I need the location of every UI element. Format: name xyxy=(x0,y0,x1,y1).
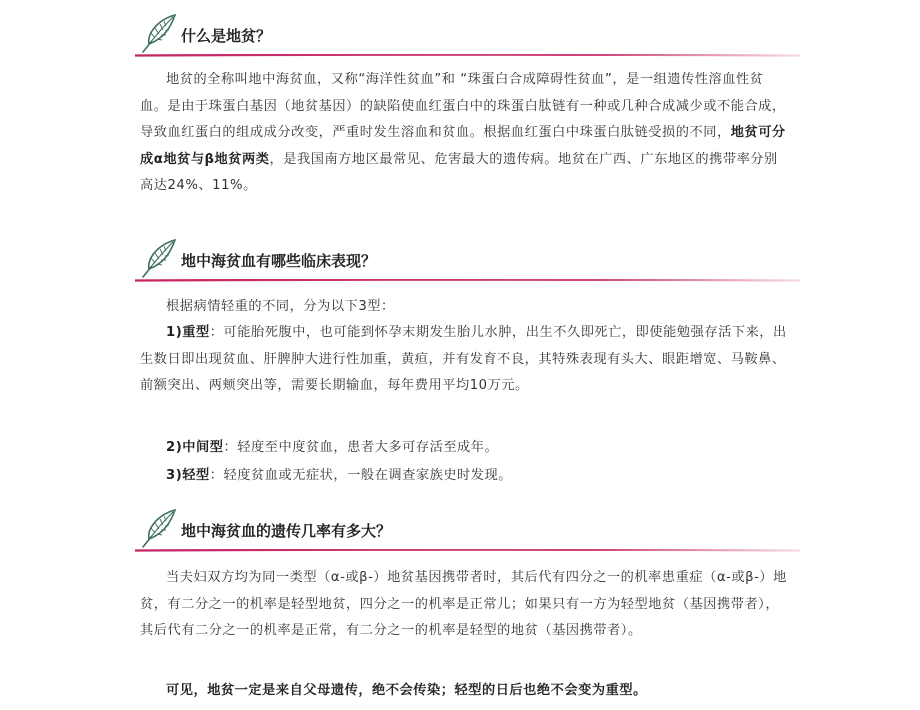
section-heading-what-is xyxy=(135,20,800,58)
type-text: ：轻度贫血或无症状，一般在调查家族史时发现。 xyxy=(209,468,513,483)
section-title: 地中海贫血有哪些临床表现？ xyxy=(181,252,377,270)
section-heading-symptoms xyxy=(135,245,800,283)
types-intro: 根据病情轻重的不同，分为以下3型： xyxy=(166,299,395,314)
section-title: 什么是地贫？ xyxy=(181,27,272,45)
type-text: ：可能胎死腹中，也可能到怀孕末期发生胎儿水肿，出生不久即死亡，即使能勉强存活下来，出生数日即出现贫血、肝脾肿大进行性加重，黄疸，并有发育不良，其特殊表现有头大、眼距增宽、马鞍鼻、前额突出、两颊突出等，需要长期输血，每年费用平均10万元。 xyxy=(140,325,787,393)
type-item-mild xyxy=(140,463,790,490)
conclusion xyxy=(140,678,790,705)
type-label: 3)轻型 xyxy=(166,468,210,483)
inheritance-paragraph: 当夫妇双方均为同一类型（α-或β-）地贫基因携带者时，其后代有四分之一的机率患重症（α-或β-）地贫，有二分之一的机率是轻型地贫，四分之一的机率是正常儿；如果只有一方为轻型地贫（基因携带者），其后代有二分之一的机率是正常，有二分之一的机率是轻型的地贫（基因携带者）。 xyxy=(140,570,787,638)
type-text: ：轻度至中度贫血，患者大多可存活至成年。 xyxy=(223,440,499,455)
type-item-severe xyxy=(140,320,790,400)
feather-quill-icon xyxy=(135,507,179,551)
type-label: 1)重型 xyxy=(166,325,210,340)
heading-divider xyxy=(135,549,800,552)
conclusion-text: 可见，地贫一定是来自父母遗传，绝不会传染；轻型的日后也绝不会变为重型。 xyxy=(166,683,647,698)
section-heading-inheritance xyxy=(135,515,800,553)
type-label: 2)中间型 xyxy=(166,440,224,455)
paragraph-bold: 地贫可分成α地贫与β地贫两类 xyxy=(140,125,786,167)
heading-divider xyxy=(135,54,800,57)
feather-quill-icon xyxy=(135,12,179,56)
section-paragraph xyxy=(140,67,790,200)
heading-divider xyxy=(135,279,800,282)
paragraph-text: ，是我国南方地区最常见、危害最大的遗传病。地贫在广西、广东地区的携带率分别高达24%、11%。 xyxy=(140,151,778,193)
feather-quill-icon xyxy=(135,237,179,281)
paragraph-text: 地贫的全称叫地中海贫血，又称“海洋性贫血”和 “珠蛋白合成障碍性贫血”，是一组遗传性溶血性贫血。是由于珠蛋白基因（地贫基因）的缺陷使血红蛋白中的珠蛋白肽链有一种或几种合成减少或不能合成，导致血红蛋白的组成成分改变，严重时发生溶血和贫血。根据血红蛋白中珠蛋白肽链受损的不同， xyxy=(140,72,786,140)
section-title: 地中海贫血的遗传几率有多大？ xyxy=(181,522,392,540)
type-item-intermediate xyxy=(140,435,790,462)
